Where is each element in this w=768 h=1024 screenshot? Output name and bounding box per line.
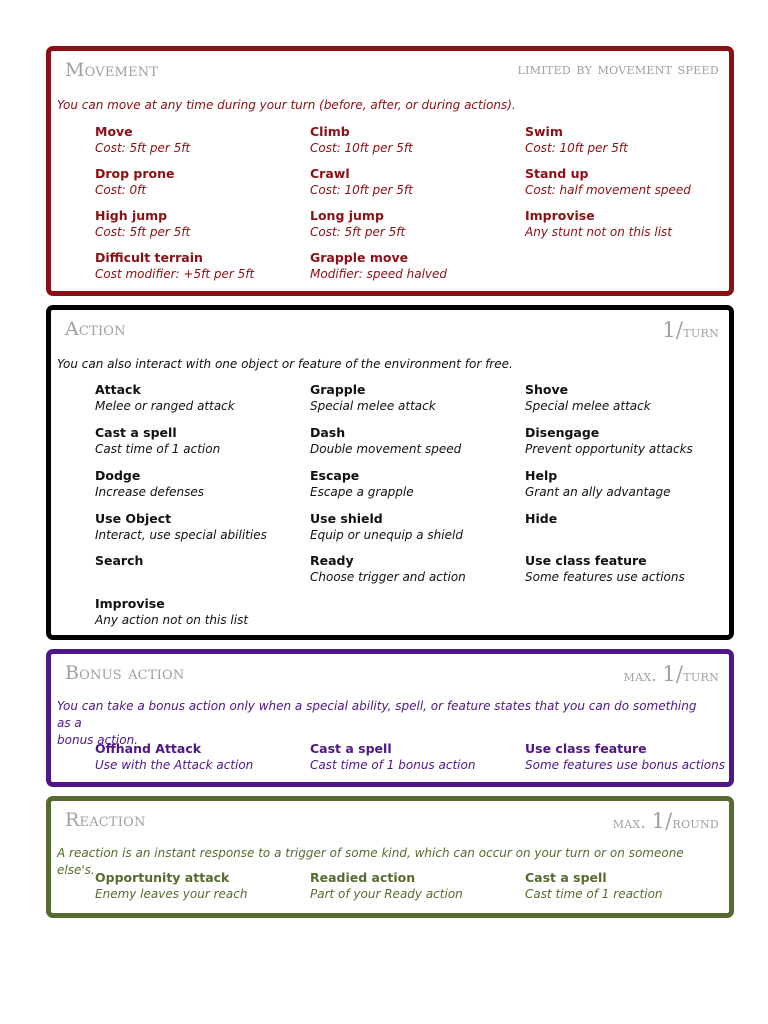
item-name: Cast a spell	[525, 870, 607, 885]
item-name: Difficult terrain	[95, 250, 203, 265]
item-name: Grapple move	[310, 250, 409, 265]
reaction-intro: A reaction is an instant response to a trigger of some kind, which can occur on your turn or on someone else's.	[57, 846, 684, 877]
movement-item	[95, 249, 305, 283]
bonus-limit-unit: turn	[683, 666, 719, 685]
item-desc: Increase defenses	[95, 485, 204, 499]
action-item	[525, 467, 735, 501]
action-item	[310, 424, 520, 458]
item-desc: Cost: 5ft per 5ft	[310, 225, 406, 239]
item-name: Long jump	[310, 208, 384, 223]
bonus-limit-prefix: max.	[623, 666, 657, 685]
movement-intro: You can move at any time during your turn (before, after, or during actions).	[57, 98, 516, 112]
item-desc: Cost: 10ft per 5ft	[310, 183, 413, 197]
item-name: Grapple	[310, 382, 366, 397]
item-name: Use shield	[310, 511, 383, 526]
item-name: Improvise	[95, 596, 165, 611]
item-name: Stand up	[525, 166, 589, 181]
reaction-limit-unit: round	[672, 813, 719, 832]
item-desc: Cast time of 1 bonus action	[310, 758, 476, 772]
item-desc: Cost: 5ft per 5ft	[95, 225, 191, 239]
item-desc: Prevent opportunity attacks	[525, 442, 693, 456]
action-item	[95, 467, 305, 501]
reaction-limit-num: 1/	[651, 809, 673, 833]
reaction-limit-prefix: max.	[612, 813, 647, 832]
action-item	[95, 424, 305, 458]
movement-item	[95, 123, 305, 157]
bonus-limit-num: 1/	[662, 662, 684, 686]
bonus-action-item	[525, 740, 735, 774]
movement-header	[59, 51, 719, 91]
item-name: Disengage	[525, 425, 600, 440]
item-name: Dash	[310, 425, 346, 440]
item-desc: Double movement speed	[310, 442, 462, 456]
action-title: Action	[65, 318, 126, 340]
item-name: Swim	[525, 124, 563, 139]
item-name: Help	[525, 468, 558, 483]
movement-item	[525, 165, 735, 199]
item-name: Cast a spell	[95, 425, 177, 440]
item-name: Improvise	[525, 208, 595, 223]
movement-limit: limited by movement speed	[517, 59, 719, 78]
bonus-action-item	[310, 740, 520, 774]
reaction-title: Reaction	[65, 809, 146, 831]
item-desc: Any action not on this list	[95, 613, 249, 627]
movement-item	[95, 165, 305, 199]
item-name: Move	[95, 124, 133, 139]
action-item	[525, 424, 735, 458]
action-item	[525, 381, 735, 415]
action-item	[95, 381, 305, 415]
action-limit	[662, 318, 719, 342]
item-desc: Cost modifier: +5ft per 5ft	[95, 267, 255, 281]
action-header	[59, 310, 719, 350]
item-name: Shove	[525, 382, 569, 397]
item-name: Offhand Attack	[95, 741, 202, 756]
action-limit-num: 1/	[662, 318, 684, 342]
item-name: Use class feature	[525, 741, 647, 756]
reaction-item	[95, 869, 305, 903]
movement-item	[525, 123, 735, 157]
reaction-card	[46, 796, 734, 918]
item-desc: Use with the Attack action	[95, 758, 254, 772]
item-desc: Cost: 10ft per 5ft	[310, 141, 413, 155]
bonus-action-limit	[624, 662, 719, 686]
movement-item	[525, 207, 735, 241]
item-desc: Escape a grapple	[310, 485, 414, 499]
item-desc: Special melee attack	[310, 399, 436, 413]
item-desc: Cost: 5ft per 5ft	[95, 141, 191, 155]
item-name: Hide	[525, 511, 558, 526]
item-name: Escape	[310, 468, 360, 483]
action-card	[46, 305, 734, 640]
movement-card	[46, 46, 734, 296]
bonus-action-card	[46, 649, 734, 787]
item-desc: Part of your Ready action	[310, 887, 463, 901]
item-desc: Any stunt not on this list	[525, 225, 672, 239]
item-desc: Some features use actions	[525, 570, 685, 584]
action-item	[95, 510, 305, 544]
item-name: Climb	[310, 124, 350, 139]
item-desc: Special melee attack	[525, 399, 651, 413]
item-desc: Cast time of 1 action	[95, 442, 221, 456]
item-desc: Choose trigger and action	[310, 570, 466, 584]
movement-item	[310, 207, 520, 241]
item-desc: Modifier: speed halved	[310, 267, 448, 281]
action-item	[525, 552, 735, 586]
item-name: Ready	[310, 553, 354, 568]
action-intro: You can also interact with one object or feature of the environment for free.	[57, 357, 513, 371]
item-desc: Cast time of 1 reaction	[525, 887, 663, 901]
action-item	[525, 510, 735, 527]
bonus-action-item	[95, 740, 305, 774]
action-item	[310, 467, 520, 501]
item-name: Search	[95, 553, 144, 568]
item-desc: Melee or ranged attack	[95, 399, 235, 413]
item-desc: Some features use bonus actions	[525, 758, 725, 772]
bonus-action-title: Bonus action	[65, 662, 185, 684]
bonus-intro-line-2: bonus action.	[57, 733, 138, 747]
item-name: Cast a spell	[310, 741, 392, 756]
reaction-limit	[613, 809, 719, 833]
action-item	[310, 510, 520, 544]
movement-title: Movement	[65, 59, 159, 81]
item-desc: Grant an ally advantage	[525, 485, 671, 499]
movement-item	[310, 249, 520, 283]
item-name: Use Object	[95, 511, 172, 526]
action-item	[95, 552, 305, 569]
item-desc: Enemy leaves your reach	[95, 887, 248, 901]
movement-item	[310, 165, 520, 199]
item-desc: Cost: 0ft	[95, 183, 147, 197]
action-limit-unit: turn	[683, 322, 719, 341]
reaction-header	[59, 801, 719, 841]
item-name: Readied action	[310, 870, 416, 885]
item-name: Attack	[95, 382, 141, 397]
item-name: Use class feature	[525, 553, 647, 568]
action-item	[95, 595, 305, 629]
bonus-intro-line-1: You can take a bonus action only when a special ability, spell, or feature states that you can do something as a	[57, 699, 697, 730]
bonus-action-header	[59, 654, 719, 694]
item-name: Drop prone	[95, 166, 175, 181]
reaction-item	[310, 869, 520, 903]
item-desc: Cost: half movement speed	[525, 183, 691, 197]
item-name: Opportunity attack	[95, 870, 230, 885]
item-name: Crawl	[310, 166, 350, 181]
item-desc: Interact, use special abilities	[95, 528, 267, 542]
reaction-item	[525, 869, 735, 903]
item-desc: Cost: 10ft per 5ft	[525, 141, 628, 155]
action-item	[310, 552, 520, 586]
action-item	[310, 381, 520, 415]
movement-item	[95, 207, 305, 241]
item-name: High jump	[95, 208, 168, 223]
item-desc: Equip or unequip a shield	[310, 528, 463, 542]
item-name: Dodge	[95, 468, 141, 483]
movement-item	[310, 123, 520, 157]
